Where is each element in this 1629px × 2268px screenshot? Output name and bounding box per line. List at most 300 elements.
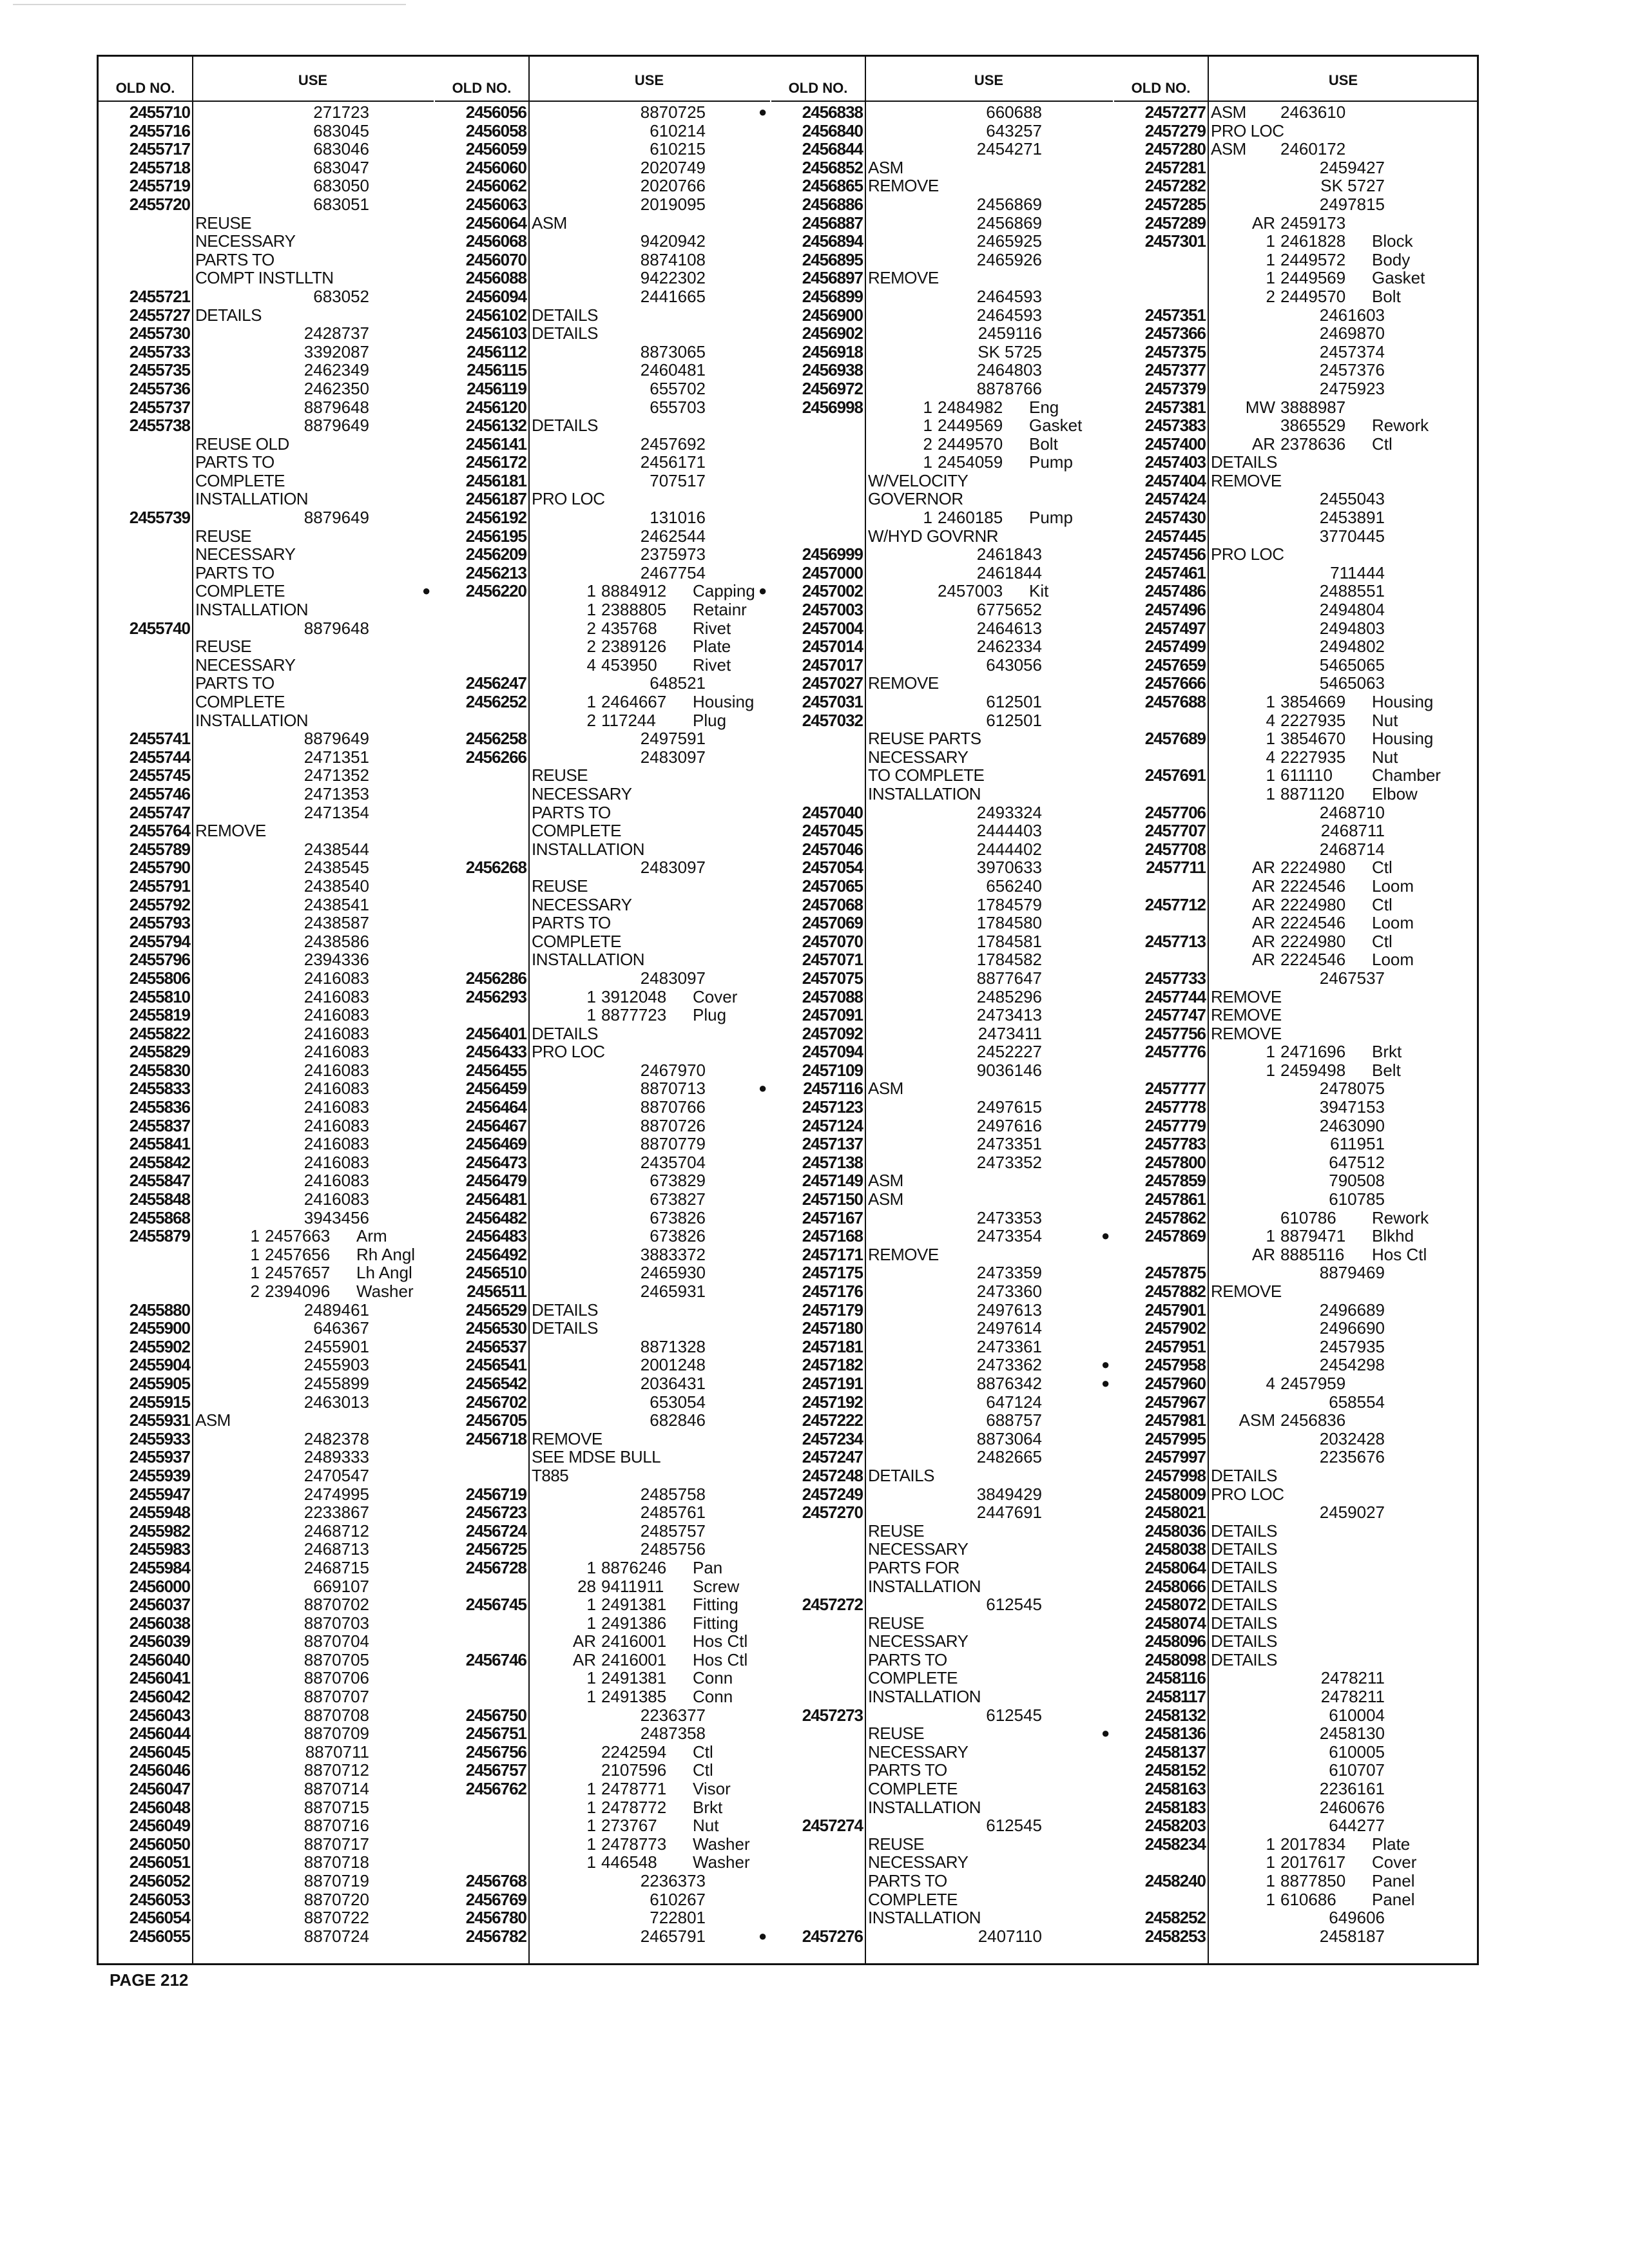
old-part-number: 2455721: [129, 286, 190, 306]
table-row: [99, 637, 434, 656]
use-instruction: ASM: [195, 1410, 231, 1430]
use-part-number: 2468713: [304, 1539, 369, 1559]
use-part-number: 2455043: [1319, 489, 1385, 509]
table-row: [771, 508, 1113, 527]
use-part-number: 2473411: [978, 1023, 1042, 1043]
table-row: [99, 453, 434, 472]
use-part-number: 8870712: [304, 1760, 369, 1780]
old-part-number: 2456999: [802, 544, 863, 564]
table-row: [1114, 527, 1479, 546]
old-part-number: 2457499: [1144, 637, 1206, 657]
quantity: 1: [586, 1834, 596, 1854]
use-part-number: 2444402: [976, 839, 1042, 859]
old-part-number: 2457276: [802, 1926, 863, 1946]
part-description: Ctl: [1372, 858, 1393, 878]
use-part-number: 2235676: [1319, 1447, 1385, 1467]
table-row: [435, 1448, 770, 1466]
use-part-number: 2473413: [976, 1005, 1042, 1025]
old-part-number: 2456070: [465, 249, 526, 269]
old-no-header: OLD NO.: [452, 80, 512, 96]
old-part-number: 2456510: [465, 1263, 526, 1283]
table-row: [1114, 1171, 1479, 1190]
table-row: [435, 748, 770, 767]
use-part-number: 2236377: [640, 1705, 706, 1725]
part-description: Pump: [1029, 452, 1073, 472]
old-part-number: 2457150: [802, 1189, 863, 1209]
use-part-number: 8870704: [304, 1631, 369, 1651]
table-row: [99, 840, 434, 859]
table-row: [435, 1171, 770, 1190]
use-part-number: 610267: [650, 1889, 706, 1909]
table-row: [771, 601, 1113, 619]
use-part-number: 2483097: [640, 858, 706, 878]
table-row: [99, 435, 434, 454]
use-part-number: 3883372: [640, 1244, 706, 1264]
table-row: [1114, 195, 1479, 214]
use-part-number: 8870705: [304, 1649, 369, 1669]
old-part-number: 2458117: [1146, 1687, 1206, 1707]
old-part-number: 2457496: [1144, 600, 1206, 620]
table-row: [771, 674, 1113, 693]
old-part-number: 2457182: [802, 1355, 863, 1375]
table-row: [1114, 619, 1479, 638]
table-row: [435, 1669, 770, 1687]
table-row: [99, 140, 434, 159]
use-instruction: DETAILS: [1211, 1539, 1277, 1559]
table-row: [1114, 490, 1479, 508]
old-part-number: 2457282: [1144, 176, 1206, 196]
table-row: [435, 1374, 770, 1393]
use-part-number: 2224980: [1280, 931, 1346, 951]
use-part-number: 669107: [313, 1576, 369, 1596]
use-part-number: 2236161: [1319, 1779, 1385, 1799]
table-row: [99, 380, 434, 398]
use-part-number: 8884912: [601, 581, 667, 601]
table-row: [771, 1835, 1113, 1854]
old-part-number: 2455819: [129, 1005, 190, 1025]
use-part-number: 2489333: [304, 1447, 369, 1467]
quantity: 1: [250, 1263, 260, 1283]
old-part-number: 2458203: [1144, 1816, 1206, 1836]
use-instruction: COMPLETE: [868, 1779, 958, 1799]
use-instruction: DETAILS: [1211, 1465, 1277, 1485]
old-part-number: 2456046: [129, 1760, 190, 1780]
table-row: [1114, 306, 1479, 325]
table-row: [1114, 803, 1479, 822]
part-description: Rivet: [693, 618, 731, 638]
old-part-number: 2457862: [1144, 1207, 1206, 1227]
old-part-number: 2456972: [802, 378, 863, 398]
use-part-number: 8870726: [640, 1115, 706, 1135]
old-part-number: 2456041: [129, 1668, 190, 1688]
old-part-number: 2458253: [1144, 1926, 1206, 1946]
table-row: [99, 472, 434, 490]
table-row: [99, 306, 434, 325]
old-part-number: 2457381: [1144, 397, 1206, 417]
parts-cross-reference-table: [97, 55, 1479, 1965]
table-row: [771, 1485, 1113, 1504]
use-part-number: 2394096: [265, 1282, 331, 1301]
old-part-number: 2458240: [1144, 1871, 1206, 1890]
use-instruction: DETAILS: [1211, 1557, 1277, 1577]
table-row: [771, 398, 1113, 417]
use-instruction: NECESSARY: [532, 894, 632, 914]
column-rows: [758, 102, 1113, 1946]
old-part-number: 2456119: [467, 378, 526, 398]
quantity: 1: [1266, 1871, 1275, 1890]
use-instruction: PARTS TO: [195, 562, 275, 582]
table-row: [435, 1890, 770, 1909]
old-part-number: 2456213: [465, 562, 526, 582]
use-instruction: REMOVE: [868, 176, 939, 196]
old-part-number: 2455727: [129, 305, 190, 325]
old-part-number: 2456187: [465, 489, 526, 509]
quantity: 2: [586, 710, 596, 730]
old-part-number: 2456038: [129, 1613, 190, 1633]
use-instruction: DETAILS: [532, 1300, 598, 1320]
table-row: [99, 1872, 434, 1890]
part-description: Fitting: [693, 1595, 738, 1615]
old-part-number: 2457383: [1144, 416, 1206, 436]
table-row: [435, 1153, 770, 1172]
table-row: [1114, 1872, 1479, 1890]
table-row: [1114, 1816, 1479, 1835]
use-part-number: 683047: [313, 157, 369, 177]
old-part-number: 2457430: [1144, 508, 1206, 528]
use-header: USE: [298, 72, 328, 88]
old-part-number: 2457712: [1144, 894, 1206, 914]
old-part-number: 2455900: [129, 1318, 190, 1338]
table-row: [99, 1098, 434, 1117]
table-row: [435, 1430, 770, 1448]
use-instruction: REUSE: [195, 526, 252, 546]
table-row: [771, 619, 1113, 638]
table-row: [771, 1780, 1113, 1798]
table-row: [1114, 1209, 1479, 1227]
use-part-number: 2375973: [640, 544, 706, 564]
old-part-number: 2455710: [129, 102, 190, 122]
old-part-number: 2457711: [1146, 858, 1206, 878]
table-row: [99, 1724, 434, 1743]
table-row: [435, 1338, 770, 1356]
table-row: [99, 1190, 434, 1209]
old-part-number: 2457777: [1144, 1079, 1206, 1099]
table-row: [771, 1669, 1113, 1687]
table-row: [1114, 950, 1479, 969]
use-instruction: INSTALLATION: [868, 783, 981, 803]
table-row: [435, 1098, 770, 1117]
use-instruction: PARTS TO: [195, 452, 275, 472]
table-row: [771, 1872, 1113, 1890]
old-part-number: 2456220: [465, 581, 526, 601]
old-part-number: 2456039: [129, 1631, 190, 1651]
use-part-number: 2458130: [1319, 1724, 1385, 1744]
table-row: [435, 858, 770, 877]
table-row: [1114, 343, 1479, 361]
use-part-number: 446548: [601, 1852, 657, 1872]
table-row: [1114, 1706, 1479, 1725]
use-instruction: REUSE OLD: [195, 434, 289, 454]
table-row: [99, 932, 434, 951]
use-part-number: 8870766: [640, 1097, 706, 1117]
old-part-number: 2457783: [1144, 1134, 1206, 1154]
table-row: [99, 1798, 434, 1817]
old-part-number: 2458163: [1144, 1779, 1206, 1799]
use-instruction: PARTS TO: [195, 673, 275, 693]
table-row: [1114, 435, 1479, 454]
table-row: [1114, 1522, 1479, 1541]
table-row: [422, 581, 770, 601]
old-part-number: 2455791: [129, 876, 190, 896]
quantity: AR: [1251, 213, 1275, 233]
old-no-header: OLD NO.: [1131, 80, 1191, 96]
use-part-number: 8870709: [304, 1724, 369, 1744]
bullet-marker-icon: ●: [758, 1080, 767, 1097]
table-row: [1114, 896, 1479, 914]
table-row: [771, 729, 1113, 748]
use-part-number: 2019095: [640, 194, 706, 214]
table-row: [99, 1264, 434, 1282]
old-part-number: 2457167: [802, 1207, 863, 1227]
use-part-number: 2017834: [1280, 1834, 1346, 1854]
old-part-number: 2456467: [465, 1115, 526, 1135]
use-part-number: 3849429: [976, 1484, 1042, 1504]
old-part-number: 2457708: [1144, 839, 1206, 859]
old-part-number: 2456293: [465, 986, 526, 1006]
table-row: [435, 711, 770, 730]
part-description: Hos Ctl: [693, 1631, 748, 1651]
old-part-number: 2458066: [1144, 1576, 1206, 1596]
old-part-number: 2455880: [129, 1300, 190, 1320]
table-row: [435, 1540, 770, 1559]
use-part-number: 2482378: [304, 1428, 369, 1448]
old-part-number: 2455830: [129, 1060, 190, 1080]
use-part-number: 658554: [1329, 1392, 1385, 1412]
table-row: [1114, 564, 1479, 582]
table-row: [1114, 582, 1479, 601]
old-part-number: 2456483: [465, 1226, 526, 1246]
use-part-number: 8870718: [304, 1852, 369, 1872]
table-row: [435, 1079, 770, 1098]
use-part-number: 648521: [650, 673, 706, 693]
part-description: Ctl: [693, 1742, 713, 1762]
table-row: [435, 840, 770, 859]
use-part-number: 9422302: [640, 268, 706, 288]
old-part-number: 2455937: [129, 1447, 190, 1467]
table-row: [435, 490, 770, 508]
old-part-number: 2457149: [802, 1171, 863, 1191]
old-part-number: 2457688: [1144, 692, 1206, 711]
quantity: 4: [586, 655, 596, 675]
old-part-number: 2456064: [465, 213, 526, 233]
old-part-number: 2456894: [802, 231, 863, 251]
table-row: [758, 102, 1113, 122]
quantity: 1: [586, 1005, 596, 1025]
table-row: [1114, 1761, 1479, 1780]
table-row: [771, 416, 1113, 435]
table-row: [435, 177, 770, 195]
table-row: [771, 637, 1113, 656]
use-part-number: 8870707: [304, 1687, 369, 1707]
part-description: Ctl: [1372, 931, 1393, 951]
table-row: [1114, 232, 1479, 251]
table-row: [1114, 656, 1479, 675]
use-part-number: 612545: [986, 1595, 1042, 1615]
use-instruction: NECESSARY: [868, 1631, 969, 1651]
old-part-number: 2456745: [465, 1595, 526, 1615]
use-part-number: 8870720: [304, 1889, 369, 1909]
table-row: [435, 693, 770, 711]
table-row: [435, 343, 770, 361]
table-row: [771, 1374, 1113, 1393]
use-part-number: 2485761: [640, 1503, 706, 1523]
use-part-number: 3943456: [304, 1207, 369, 1227]
quantity: 1: [923, 452, 932, 472]
part-description: Capping: [693, 581, 755, 601]
old-part-number: 2456043: [129, 1705, 190, 1725]
table-row: [1114, 1098, 1479, 1117]
use-part-number: 2494803: [1319, 618, 1385, 638]
use-part-number: 656240: [986, 876, 1042, 896]
use-part-number: 2487358: [640, 1724, 706, 1744]
use-part-number: 8870714: [304, 1779, 369, 1799]
table-row: [771, 840, 1113, 859]
part-description: Belt: [1372, 1060, 1401, 1080]
use-part-number: 647124: [986, 1392, 1042, 1412]
use-part-number: 2416083: [304, 1079, 369, 1099]
use-part-number: 2462349: [304, 360, 369, 380]
table-row: [99, 1522, 434, 1541]
old-part-number: 2457191: [802, 1373, 863, 1393]
old-part-number: 2457070: [802, 931, 863, 951]
quantity: AR: [1251, 931, 1275, 951]
old-part-number: 2457960: [1144, 1373, 1206, 1393]
table-row: [99, 1503, 434, 1522]
table-row: [1114, 637, 1479, 656]
use-part-number: 2457692: [640, 434, 706, 454]
table-row: [99, 1043, 434, 1061]
old-part-number: 2456840: [802, 120, 863, 140]
table-row: [99, 1061, 434, 1080]
use-part-number: 2242594: [601, 1742, 667, 1762]
old-part-number: 2458072: [1144, 1595, 1206, 1615]
use-part-number: 2032428: [1319, 1428, 1385, 1448]
table-row: [99, 1411, 434, 1430]
quantity: 1: [586, 1613, 596, 1633]
old-part-number: 2457377: [1144, 360, 1206, 380]
old-part-number: 2457706: [1144, 802, 1206, 822]
old-part-number: 2457744: [1144, 986, 1206, 1006]
table-row: [771, 1117, 1113, 1135]
use-part-number: 2457376: [1319, 360, 1385, 380]
table-row: [435, 896, 770, 914]
quantity: 1: [586, 1557, 596, 1577]
old-part-number: 2457234: [802, 1428, 863, 1448]
use-part-number: 649606: [1329, 1908, 1385, 1928]
use-instruction: ASM: [1211, 102, 1246, 122]
old-part-number: 2457659: [1144, 655, 1206, 675]
table-row: [1114, 1651, 1479, 1669]
quantity: 1: [1266, 1852, 1275, 1872]
bullet-marker-icon: ●: [1101, 1356, 1110, 1373]
use-part-number: 2497591: [640, 729, 706, 749]
old-part-number: 2455837: [129, 1115, 190, 1135]
old-part-number: 2455829: [129, 1042, 190, 1062]
table-row: [435, 637, 770, 656]
use-part-number: SK 5725: [978, 341, 1042, 361]
old-part-number: 2457003: [802, 600, 863, 620]
quantity: MW: [1245, 397, 1275, 417]
old-part-number: 2455931: [129, 1410, 190, 1430]
use-part-number: 2454271: [976, 139, 1042, 159]
old-part-number: 2456051: [129, 1852, 190, 1872]
use-part-number: 2473353: [976, 1207, 1042, 1227]
old-part-number: 2456058: [465, 120, 526, 140]
old-part-number: 2456473: [465, 1152, 526, 1172]
old-part-number: 2456541: [465, 1355, 526, 1375]
use-instruction: DETAILS: [532, 1318, 598, 1338]
table-row: [771, 1061, 1113, 1080]
table-row: [99, 1669, 434, 1687]
use-part-number: 2416083: [304, 1023, 369, 1043]
old-part-number: 2456900: [802, 305, 863, 325]
old-part-number: 2456756: [465, 1742, 526, 1762]
use-part-number: 660688: [986, 102, 1042, 122]
old-part-number: 2455948: [129, 1503, 190, 1523]
quantity: 1: [250, 1244, 260, 1264]
use-part-number: 8879471: [1280, 1226, 1346, 1246]
use-part-number: 2459427: [1319, 157, 1385, 177]
use-part-number: 2449572: [1280, 249, 1346, 269]
table-row: [771, 564, 1113, 582]
table-row: [435, 324, 770, 343]
old-part-number: 2458009: [1144, 1484, 1206, 1504]
use-part-number: 1784582: [976, 950, 1042, 970]
use-instruction: NECESSARY: [868, 747, 969, 767]
use-part-number: 2482665: [976, 1447, 1042, 1467]
table-row: [771, 1687, 1113, 1706]
table-row: [771, 950, 1113, 969]
use-part-number: 117244: [601, 710, 656, 730]
table-row: [758, 1079, 1113, 1099]
old-part-number: 2457069: [802, 913, 863, 933]
use-part-number: 8870706: [304, 1668, 369, 1688]
table-row: [99, 1577, 434, 1596]
table-row: [1114, 1393, 1479, 1412]
use-part-number: 2458187: [1319, 1926, 1385, 1946]
use-instruction: NECESSARY: [868, 1539, 969, 1559]
use-part-number: 2438587: [304, 913, 369, 933]
use-instruction: PARTS TO: [868, 1871, 947, 1890]
table-row: [99, 324, 434, 343]
use-instruction: PRO LOC: [1211, 120, 1284, 140]
table-row: [435, 564, 770, 582]
old-part-number: 2456865: [802, 176, 863, 196]
use-instruction: DETAILS: [532, 416, 598, 436]
old-part-number: 2457116: [803, 1079, 863, 1099]
use-part-number: 8870779: [640, 1134, 706, 1154]
table-row: [1114, 1614, 1479, 1633]
table-row: [435, 1024, 770, 1043]
use-part-number: 683052: [313, 286, 369, 306]
table-row: [435, 508, 770, 527]
use-instruction: GOVERNOR: [868, 489, 963, 509]
use-part-number: 2416083: [304, 1042, 369, 1062]
old-part-number: 2457375: [1144, 341, 1206, 361]
use-part-number: 2438541: [304, 894, 369, 914]
old-part-number: 2457400: [1144, 434, 1206, 454]
table-row: [771, 343, 1113, 361]
